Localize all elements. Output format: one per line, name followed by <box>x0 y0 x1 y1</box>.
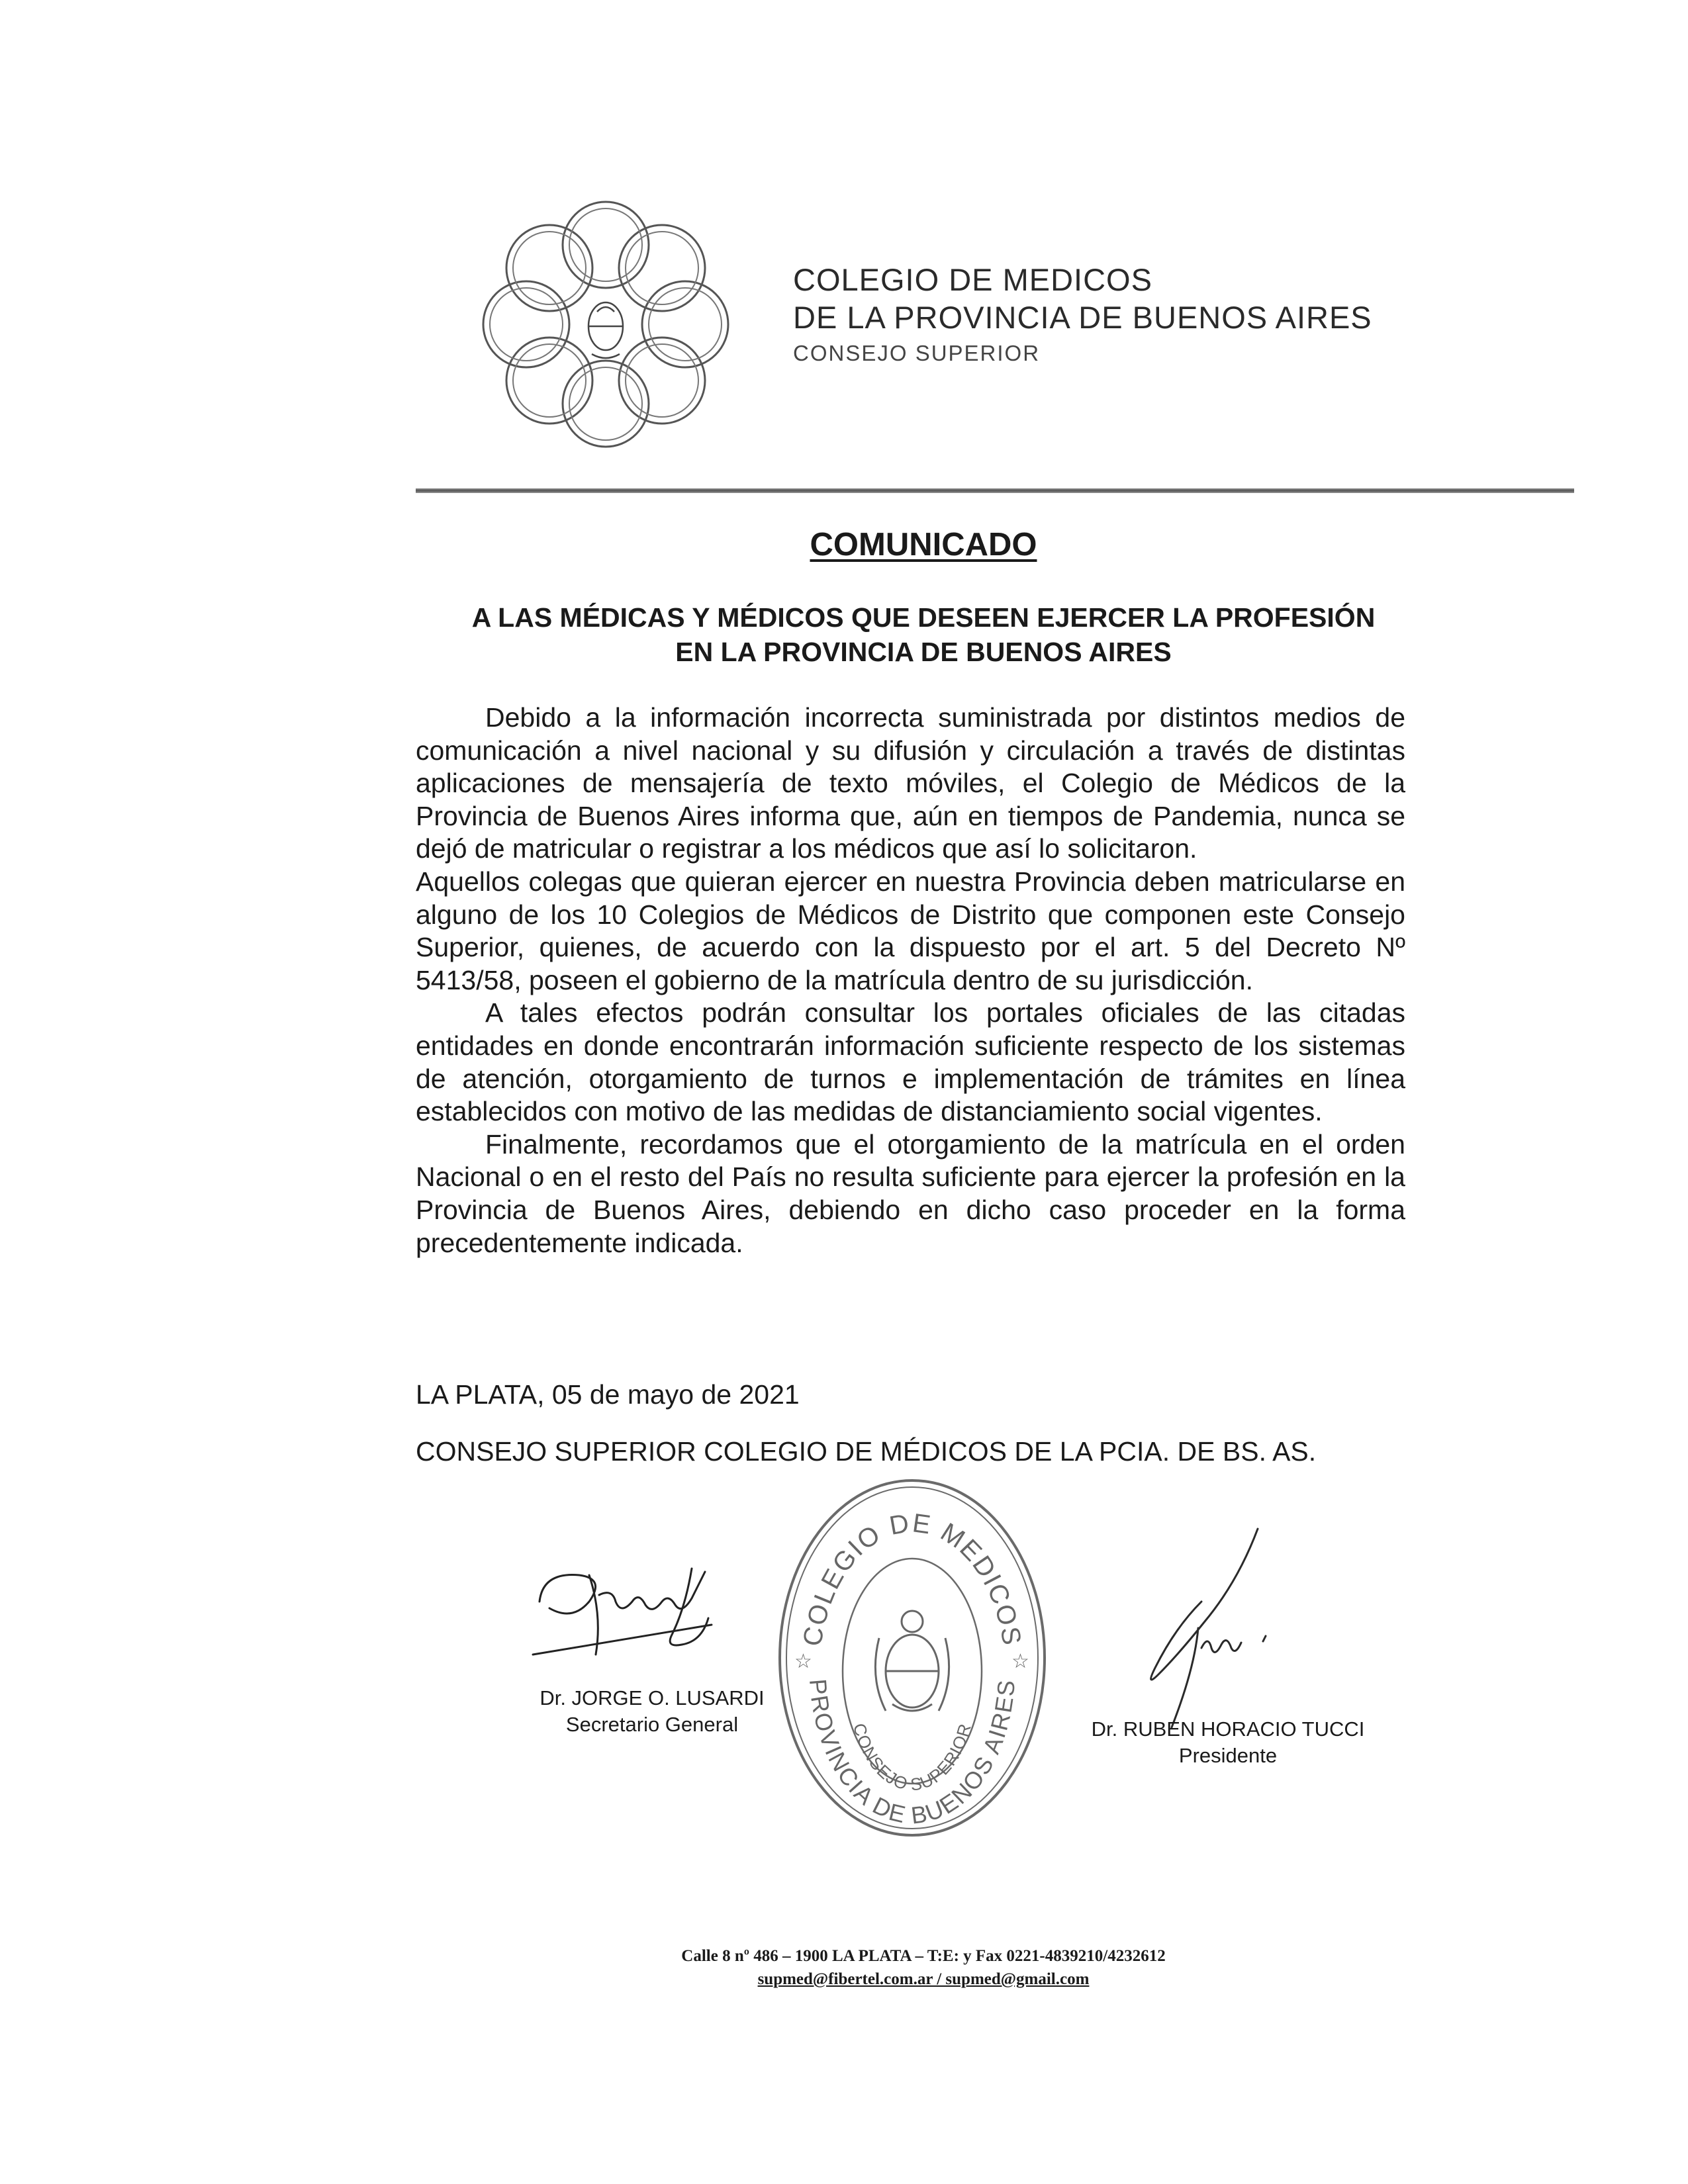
coat-of-arms-icon <box>588 302 623 358</box>
document-title: COMUNICADO <box>810 527 1037 563</box>
signatory-left-role: Secretario General <box>565 1713 739 1736</box>
header-divider <box>416 488 1574 493</box>
signature-tucci <box>1119 1516 1284 1741</box>
signatory-left-name: Dr. JORGE O. LUSARDI <box>539 1686 765 1709</box>
org-name-line1: COLEGIO DE MEDICOS <box>793 262 1152 297</box>
subtitle-line1: A LAS MÉDICAS Y MÉDICOS QUE DESEEN EJERCER LA PROFESIÓN <box>471 602 1376 633</box>
body-paragraph-4: Finalmente, recordamos que el otorgamiento de la matrícula en el orden Nacional o en el resto del País no resulta suficiente para ejercer la profesión en la Provincia de Buenos Aires, debiendo en dicho caso proceder en la forma precedentemente indicada. <box>416 1128 1405 1258</box>
council-signature-line: CONSEJO SUPERIOR COLEGIO DE MÉDICOS DE LA PCIA. DE BS. AS. <box>416 1436 1317 1467</box>
star-icon: ☆ <box>794 1651 812 1672</box>
org-council-line: CONSEJO SUPERIOR <box>793 341 1041 365</box>
signature-lusardi <box>526 1555 745 1688</box>
coat-of-arms-icon <box>875 1611 949 1711</box>
subtitle-line2: EN LA PROVINCIA DE BUENOS AIRES <box>675 637 1172 667</box>
svg-text:PROVINCIA DE BUENOS AIRES <box>804 1678 1020 1829</box>
org-name-line2: DE LA PROVINCIA DE BUENOS AIRES <box>793 300 1372 335</box>
signatory-right-name: Dr. RUBEN HORACIO TUCCI <box>1091 1717 1365 1741</box>
stamp-text-inner: CONSEJO SUPERIOR <box>849 1721 976 1795</box>
stamp-text-top: COLEGIO DE MEDICOS <box>798 1508 1027 1649</box>
body-paragraph-3: A tales efectos podrán consultar los portales oficiales de las citadas entidades en donde encontrarán información suficiente respecto de los sistemas de atención, otorgamiento de turnos e implementación de trámites en línea establecidos con motivo de las medidas de distanciamiento social vigentes. <box>416 997 1405 1127</box>
body-paragraph-2: Aquellos colegas que quieran ejercer en nuestra Provincia deben matricularse en alguno de los 10 Colegios de Médicos de Distrito que componen este Consejo Superior, quienes, de acuerdo con la dispuesto por el art. 5 del Decreto Nº 5413/58, poseen el gobierno de la matrícula dentro de su jurisdicción. <box>416 866 1405 995</box>
footer-emails[interactable]: supmed@fibertel.com.ar / supmed@gmail.com <box>757 1970 1090 1988</box>
college-logo <box>457 175 755 473</box>
star-icon: ☆ <box>1011 1651 1029 1672</box>
svg-text:COLEGIO DE MEDICOS <box>798 1508 1027 1648</box>
body-paragraph-1: Debido a la información incorrecta suministrada por distintos medios de comunicación a nivel nacional y su difusión y circulación a través de distintas aplicaciones de mensajería de texto móviles, el Colegio de Médicos de la Provincia de Buenos Aires informa que, aún en tiempos de Pandemia, nunca se dejó de matricular o registrar a los médicos que así lo solicitaron. <box>416 702 1405 864</box>
place-date: LA PLATA, 05 de mayo de 2021 <box>416 1379 800 1410</box>
stamp-text-bottom: PROVINCIA DE BUENOS AIRES <box>804 1678 1020 1829</box>
document-body <box>416 702 1405 1259</box>
official-stamp <box>773 1473 1051 1843</box>
footer-address: Calle 8 nº 486 – 1900 LA PLATA – T:E: y Fax 0221-4839210/4232612 <box>681 1947 1166 1965</box>
signatory-right-role: Presidente <box>1178 1744 1278 1767</box>
